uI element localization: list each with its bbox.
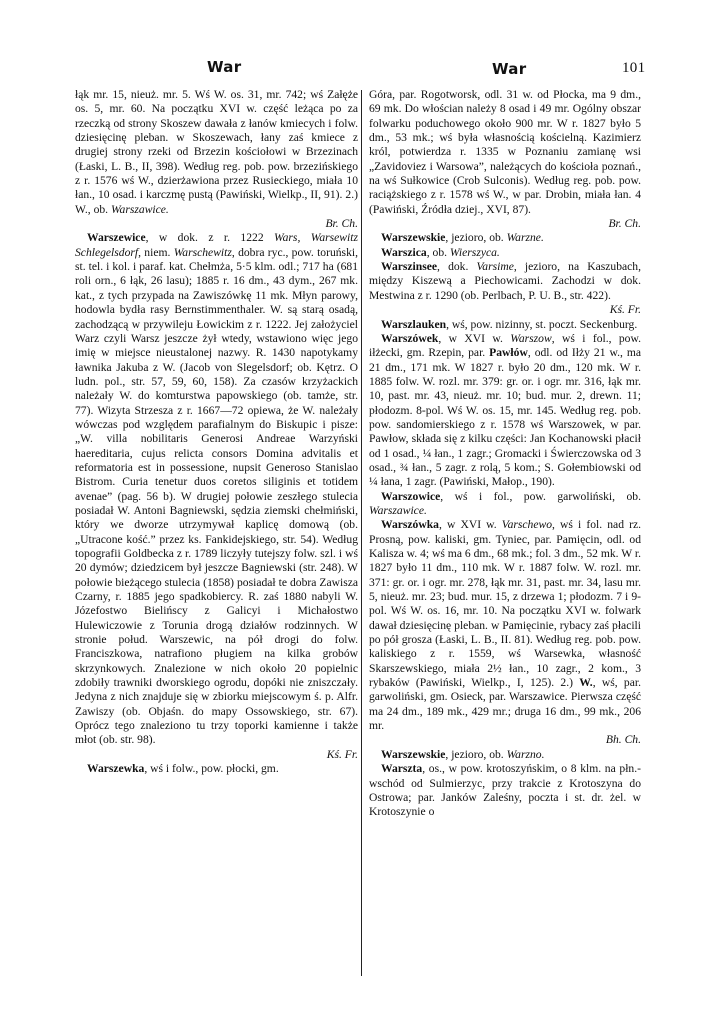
entry-text: , dok. — [437, 260, 477, 274]
entry-text: , jezioro, ob. — [445, 747, 507, 761]
entry-headword: Warszta — [381, 762, 423, 776]
italic-text: Warzno. — [506, 747, 545, 761]
entry-headword: Warszówka — [381, 518, 439, 532]
page-header — [0, 58, 720, 78]
entry-paragraph — [369, 332, 641, 490]
entry-paragraph — [75, 88, 358, 231]
entry-text: , wś i fol., pow. iłżecki, gm. Rzepin, par. — [369, 331, 641, 360]
entry-text: Góra, par. Rogotworsk, odl. 31 w. od Płocka, ma 9 dm., 69 mk. Do włościan należy 8 osad i 49 mr. Ogólny obszar folwarku poduchowego około 900 mr. W r. 1827 było 5 dm., 53 mk.; wś była własnością kościelną. Kazimierz król, potwierdza r. 1335 w Poznaniu zamianę wsi „Zavidoviez i Warsowa”, należących do kościoła poznań., na wś Sułkowice (Crob Sulconis). Według reg. pob. pow. raciążskiego z r. 1578 wś W., w par. Drobin, miała łan. 4 (Pawiński, Źródła dziej., XVI, 87). — [369, 88, 641, 216]
entry-headword: Warszinsee — [381, 260, 438, 274]
entry-paragraph — [75, 762, 358, 776]
entry-text: , ob. — [426, 245, 450, 259]
entry-text: , jezioro, na Kaszubach, między Kiszewą a Piechowicami. Zachodzi w dok. Mestwina z r. 1290 (ob. Perlbach, P. U. B., str. 422). — [369, 260, 641, 302]
entry-paragraph — [75, 231, 358, 762]
entry-text: , wś, par. garwoliński, gm. Osieck, par. Warszawice. Pierwsza część ma 24 dm., 189 mk., 429 mr.; druga 16 dm., 99 mk., 206 mr. — [369, 676, 641, 733]
entry-text: , odl. od Iłży 21 w., ma 21 dm., 171 mk. W 1827 r. było 20 dm., 120 mk. W r. 1885 folw. W. rozl. mr. 379: gr. or. i ogr. mr. 316, łąk mr. 10, past. mr. 43, nieuż. mr. 10; bud. mur. 2, drewn. 11; płodozm. 8-pol. Wś W. os. 15, mr. 145. Według reg. pob. pow. sandomierskiego z r. 1578 wś Warszowek, w par. Pawłow, składa się z kilku części: Jan Kochanowski płacił od 1 osad., ¼ łan., 1 zagr.; Gromacki i Świerczowska od 3 osad., ¾ łan., 5 zagr. z rolą, 5 kom.; S. Gołembiowski od ¼ łana, 1 zagr. (Pawiński, Małop., 190). — [369, 346, 642, 489]
entry-headword: Warszewice — [87, 231, 146, 245]
right-column — [369, 88, 641, 820]
entry-headword: Pawłów — [489, 346, 528, 360]
entry-text: , w XVI w. — [438, 331, 511, 345]
entry-paragraph — [369, 260, 641, 317]
author-signature: Br. Ch. — [325, 217, 358, 231]
page-number: 101 — [622, 60, 646, 76]
entry-headword: Warszowice — [381, 489, 441, 503]
entry-headword: Warszewskie — [381, 747, 446, 761]
italic-text: Wierszyca. — [449, 245, 500, 259]
entry-text: , os., w pow. krotoszyńskim, o 8 klm. na płn.-wschód od Sulmierzyc, przy trakcie z Krotoszyna do Ostrowa; par. Janków Zaleśny, poczta i st. dr. żel. w Krotoszynie o — [369, 762, 641, 819]
author-signature: Bh. Ch. — [605, 733, 641, 747]
entry-text: , wś i fol. nad rz. Prosną, pow. kaliski, gm. Tyniec, par. Pamięcin, odl. od Kalisza w. 4; wś ma 6 dm., 68 mk.; fol. 3 dm., 52 mk. W r. 1827 było 11 dm., 110 mk. W r. 1887 folw. W. rozl. mr. 371: gr. or. i ogr. mr. 278, łąk mr. 31, past. mr. 34, lasu mr. 5, nieuż. mr. 23; bud. mur. 15, z drzewa 1; płodozm. 7 i 9-pol. Wś W. os. 16, mr. 10. Na początku XVI w. folwark dawał dziesięcinę pleban. w Pamięcinie, rybacy zaś płacili po pół grosza (Łaski, L. B., II. 81). Według reg. pob. pow. kaliskiego z r. 1559, wś Warsewka, własność Skarszewskiego, miała 2½ łan., 10 zagr., 2 kom., 3 rybaków (Pawiński, Wielkp., I, 125). 2.) — [369, 518, 641, 690]
italic-text: Wars, Warsewitz Schlegelsdorf — [75, 231, 358, 259]
running-head-right: War — [492, 60, 527, 78]
entry-text: łąk mr. 15, nieuż. mr. 5. Wś W. os. 31, mr. 742; wś Załęże os. 5, mr. 60. Na początku XVI w. część leżąca po za rzeczką od strony Skoszew dawała z łanów kmiecych i folw. dziesięcinę pleban. w Skoszewach, łany zaś kmiece z drugiej strony rzeki od Brzezin kościołowi w Brzezinach (Łaski, L. B., II, 398). Według reg. pob. pow. brzezińskiego z r. 1576 wś W., dzierżawiona przez Rusieckiego, miała 10 łan., 10 osad. i karczmę pustą (Pawiński, Wielkp., II, 91). 2.) W., ob. — [75, 88, 358, 216]
entry-headword: Warszewskie — [381, 231, 446, 245]
entry-paragraph — [369, 318, 641, 332]
entry-text: , w dok. z r. 1222 — [145, 231, 275, 245]
running-head-left: War — [207, 58, 242, 76]
italic-text: Warszawice. — [369, 503, 427, 517]
entry-text: , wś i fol., pow. garwoliński, ob. — [440, 489, 641, 503]
entry-text: , wś, pow. nizinny, st. poczt. Seckenburg. — [446, 317, 638, 331]
author-signature: Kś. Fr. — [326, 747, 358, 761]
italic-text: Varschewo — [501, 518, 553, 532]
author-signature: Br. Ch. — [608, 217, 641, 231]
entry-headword: Warszewka — [87, 762, 145, 776]
entry-paragraph — [369, 231, 641, 245]
italic-text: Varsime — [476, 260, 514, 274]
italic-text: Warschewitz — [173, 245, 232, 259]
author-signature: Kś. Fr. — [609, 303, 641, 317]
italic-text: Warzne. — [506, 231, 544, 245]
italic-text: Warszawice. — [110, 202, 169, 216]
entry-headword: Warszówek — [381, 331, 439, 345]
entry-paragraph — [369, 762, 641, 819]
entry-headword: Warszica — [381, 245, 427, 259]
entry-text: , jezioro, ob. — [445, 231, 507, 245]
entry-paragraph — [369, 490, 641, 519]
entry-text: , niem. — [138, 245, 174, 259]
entry-text: , wś i folw., pow. płocki, gm. — [144, 762, 279, 776]
entry-text: , dobra ryc., pow. toruński, st. tel. i kol. i paraf. kat. Chełmża, 5·5 klm. odl.; 717 ha (681 roli orn., 6 łąk, 26 lasu); 1885 r. 16 dm., 43 dym., 267 mk. kat., z tych przypada na Zawiszówkę 11 mk. Młyn parowy, hodowla bydła rasy Bernstimmenthaler. W. są starą osadą, zachodzącą w przywileju Łowickim z r. 1222. Jej założyciel Warz czyli Warsz jeszcze żył wtedy, wstawiono więc jego imię w miejsce nieustalonej nazwy. R. 1430 napotykamy ławnika Jakuba z W. (Jacob von Slegelsdorf; ob. Kętrz. O ludn. pol., str. 57, 59, 60, 158). Za czasów krzyżackich należały W. do komturstwa papowskiego (ob. tamże, str. 77). Wizyta Strzesza z r. 1667—72 opiewa, że W. należały wówczas pod względem parafialnym do Biskupic i pisze: „W. villa nobilitaris Generosi Andreae Warzyński haereditaria, cujus relicta consors Domina advitalis et reformatoria est in possessione, nupsit Generoso Stanislao Bistrom. Curia tenetur duos coretos siliginis et totidem avenae” (pag. 56 b). W drugiej połowie zeszłego stulecia posiadał W. Antoni Bagniewski, sędzia ziemski chełmiński, który we dworze utrzymywał kaplicę domową (ob. „Utracone kość.” przez ks. Fankidejskiego, str. 54). Według topografii Goldbecka z r. 1789 liczyły tutejszy folw. szl. i wś 20 dymów; dziedzicem był jeszcze Bagniewski (str. 248). W połowie bieżącego stulecia (1858) posiadał te dobra Zawisza Czarny, r. 1885 jego spadkobiercy. R. zaś 1880 nabyli W. Józefostwo Bielińscy z Galicyi i Michałostwo Hulewiczowie z Torunia drogą działów rodzinnych. W stronie połud. Warszewic, na pół drogi do folw. Franciszkowa, natrafiono pługiem na kilka grobów skrzynkowych. Znalezione w nich około 20 popielnic zdobiły trawniki dworskiego ogrodu, dopóki nie zniszczały. Jedyna z nich znajduje się w zbiorku miejscowym ś. p. Alfr. Zawiszy (ob. Objaśn. do mapy Ossowskiego, str. 67). Oprócz tego znaleziono tu trzy toporki kamienne i także młot (ob. str. 98). — [75, 245, 358, 747]
column-divider — [361, 90, 362, 976]
entry-paragraph — [369, 518, 641, 748]
italic-text: Warszow — [510, 331, 552, 345]
entry-text: , w XVI w. — [438, 518, 502, 532]
entry-paragraph — [369, 246, 641, 260]
entry-headword: Warszlauken — [381, 317, 447, 331]
entry-paragraph — [369, 88, 641, 231]
entry-paragraph — [369, 748, 641, 762]
left-column — [75, 88, 358, 777]
entry-headword: W. — [579, 676, 593, 690]
